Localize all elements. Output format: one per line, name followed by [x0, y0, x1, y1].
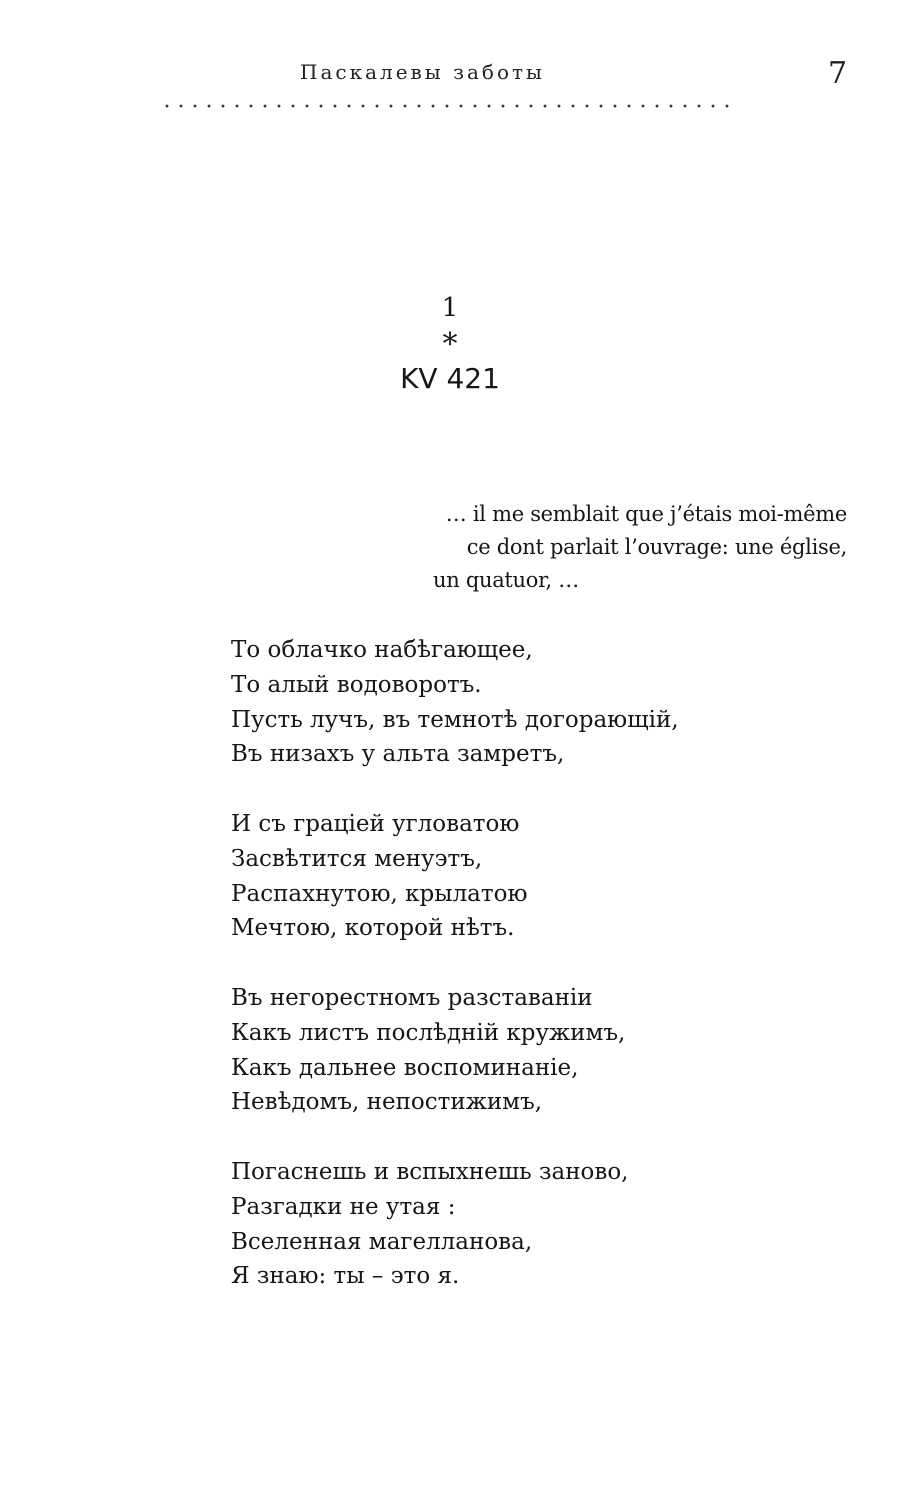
- verse-line: То алый водоворотъ.: [231, 671, 482, 698]
- dotted-rule: [160, 104, 730, 108]
- verse-line: Я знаю: ты – это я.: [231, 1263, 460, 1290]
- stanza: [231, 1155, 679, 1294]
- verse-line: Въ низахъ у альта замретъ,: [231, 741, 565, 768]
- poem-title: KV 421: [400, 362, 500, 395]
- verse-line: Мечтою, которой нѣтъ.: [231, 915, 515, 942]
- verse-line: Засвѣтится менуэтъ,: [231, 845, 483, 872]
- stanza: [231, 981, 679, 1120]
- poem-number: 1: [441, 293, 459, 323]
- verse-line: Пусть лучъ, въ темнотѣ догорающій,: [231, 706, 679, 733]
- stanza: [231, 807, 679, 946]
- verse-line: И съ граціей угловатою: [231, 810, 520, 837]
- verse-line: Распахнутою, крылатою: [231, 880, 528, 907]
- asterisk-ornament: *: [442, 327, 458, 362]
- verse-line: Разгадки не утая :: [231, 1193, 456, 1220]
- verse-line: Невѣдомъ, непостижимъ,: [231, 1089, 543, 1116]
- verse-line: Погаснешь и вспыхнешь заново,: [231, 1158, 629, 1185]
- verse-line: Какъ дальнее воспоминаніе,: [231, 1054, 579, 1081]
- epigraph-line: ce dont parlait l’ouvrage: une église,: [466, 535, 847, 559]
- epigraph-line: … il me semblait que j’étais moi-même: [445, 502, 847, 526]
- verse-line: То облачко набѣгающее,: [231, 637, 533, 663]
- page-number: 7: [828, 56, 848, 91]
- verse-line: Какъ листъ послѣдній кружимъ,: [231, 1019, 626, 1046]
- verse-line: Вселенная магелланова,: [231, 1228, 533, 1255]
- verse-line: Въ негорестномъ разставаніи: [231, 984, 593, 1011]
- poem-body: [231, 633, 679, 1294]
- poem-heading: [300, 290, 600, 402]
- epigraph-line: un quatuor, …: [433, 568, 580, 592]
- running-head-title: Паскалевы заботы: [300, 60, 545, 84]
- stanza: [231, 633, 679, 772]
- epigraph: [433, 498, 847, 597]
